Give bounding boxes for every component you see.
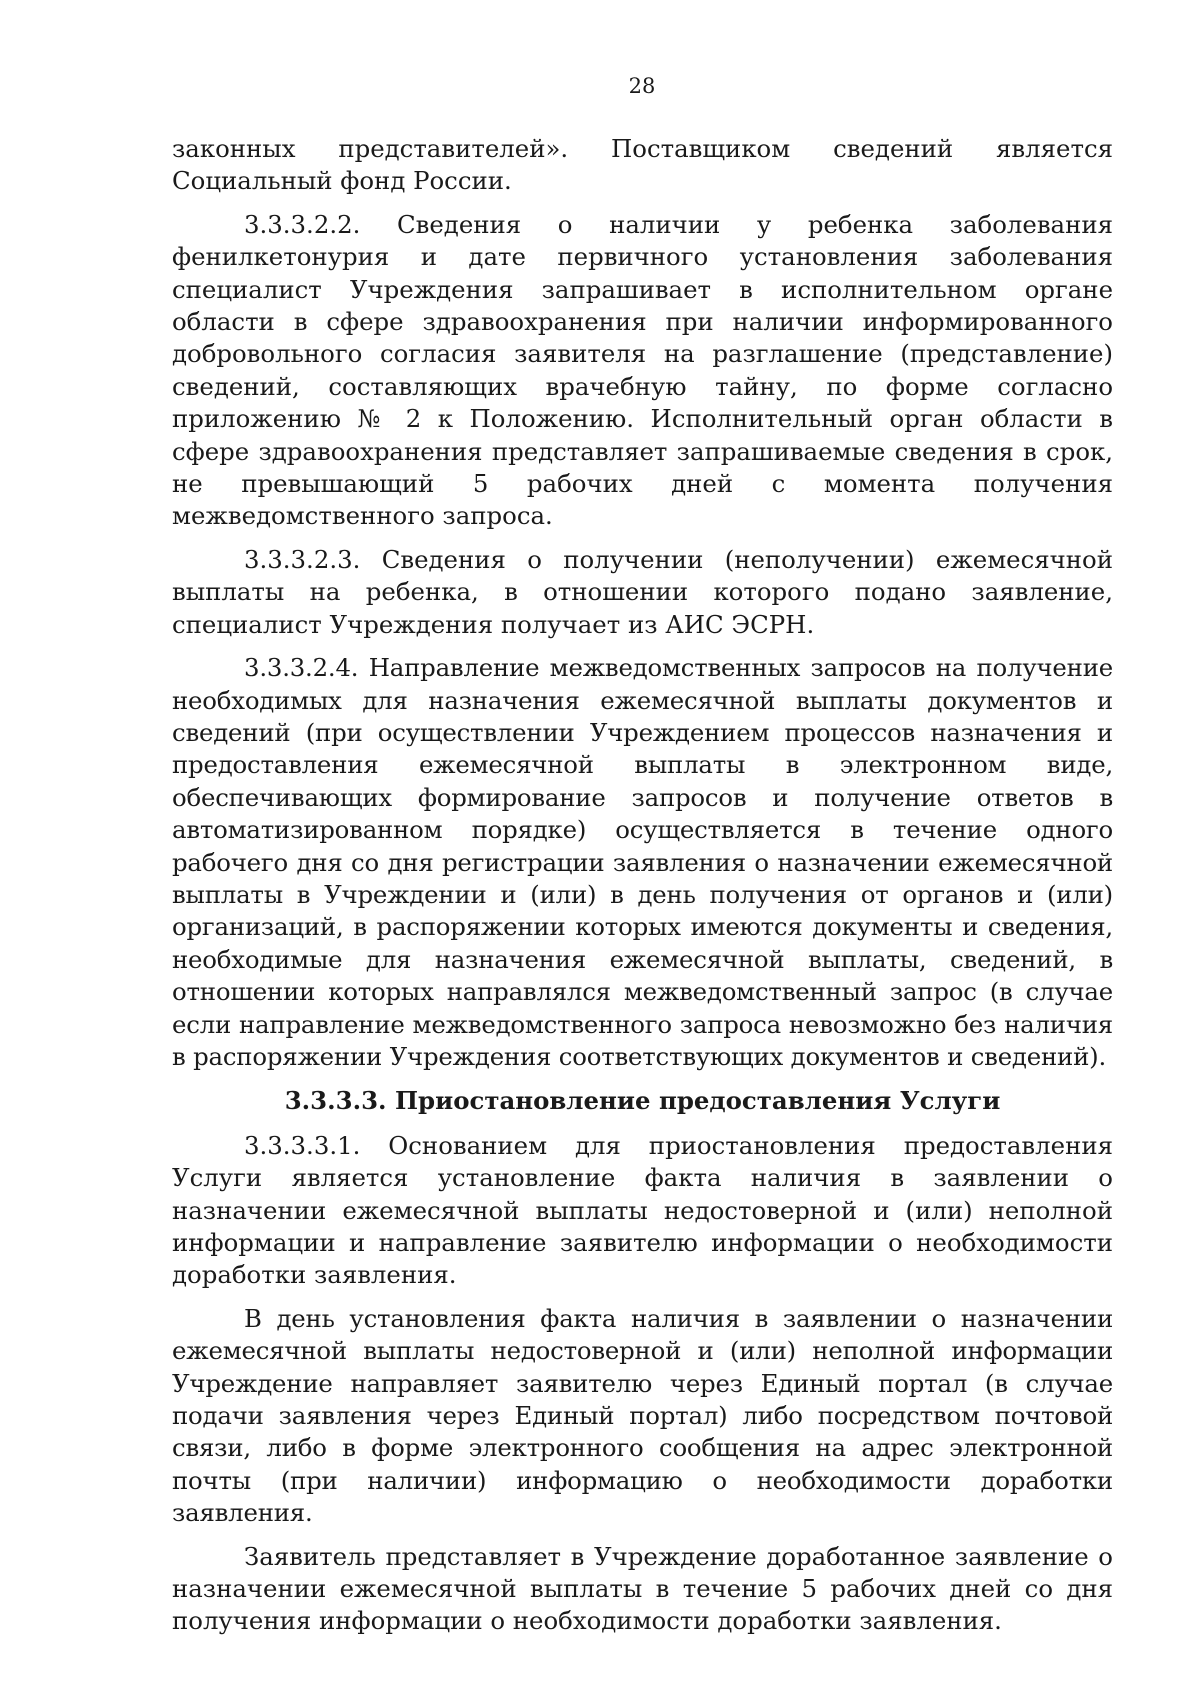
paragraph-suspension-notice: В день установления факта наличия в заявлении о назначении ежемесячной выплаты недостоверной и (или) неполной информации Учреждение направляет заявителю через Единый портал (в случае подачи заявления через Единый портал) либо посредством почтовой связи, либо в форме электронного сообщения на адрес электронной почты (при наличии) информацию о необходимости доработки заявления. <box>172 1303 1113 1528</box>
paragraph-3-3-3-2-3: 3.3.3.2.3. Сведения о получении (неполучении) ежемесячной выплаты на ребенка, в отношении которого подано заявление, специалист Учреждения получает из АИС ЭСРН. <box>172 544 1113 639</box>
paragraph-applicant-resubmission: Заявитель представляет в Учреждение доработанное заявление о назначении ежемесячной выплаты в течение 5 рабочих дней со дня получения информации о необходимости доработки заявления. <box>172 1541 1113 1636</box>
paragraph-3-3-3-2-4: 3.3.3.2.4. Направление межведомственных запросов на получение необходимых для назначения ежемесячной выплаты документов и сведений (при осуществлении Учреждением процессов назначения и предоставления ежемесячной выплаты в электронном виде, обеспечивающих формирование запросов и получение ответов в автоматизированном порядке) осуществляется в течение одного рабочего дня со дня регистрации заявления о назначении ежемесячной выплаты в Учреждении и (или) в день получения от органов и (или) организаций, в распоряжении которых имеются документы и сведения, необходимые для назначения ежемесячной выплаты, сведений, в отношении которых направлялся межведомственный запрос (в случае если направление межведомственного запроса невозможно без наличия в распоряжении Учреждения соответствующих документов и сведений). <box>172 653 1113 1071</box>
paragraph-3-3-3-3-1: 3.3.3.3.1. Основанием для приостановления предоставления Услуги является установление факта наличия в заявлении о назначении ежемесячной выплаты недостоверной и (или) неполной информации и направление заявителю информации о необходимости доработки заявления. <box>172 1130 1113 1290</box>
page-number: 28 <box>628 74 656 98</box>
section-heading-3-3-3-3: 3.3.3.3. Приостановление предоставления Услуги <box>284 1086 1001 1116</box>
document-body <box>172 133 1113 1638</box>
paragraph-continuation: законных представителей». Поставщиком сведений является Социальный фонд России. <box>172 134 1113 196</box>
paragraph-3-3-3-2-2: 3.3.3.2.2. Сведения о наличии у ребенка заболевания фенилкетонурия и дате первичного установления заболевания специалист Учреждения запрашивает в исполнительном органе области в сфере здравоохранения при наличии информированного добровольного согласия заявителя на разглашение (представление) сведений, составляющих врачебную тайну, по форме согласно приложению № 2 к Положению. Исполнительный орган области в сфере здравоохранения представляет запрашиваемые сведения в срок, не превышающий 5 рабочих дней с момента получения межведомственного запроса. <box>172 209 1113 531</box>
